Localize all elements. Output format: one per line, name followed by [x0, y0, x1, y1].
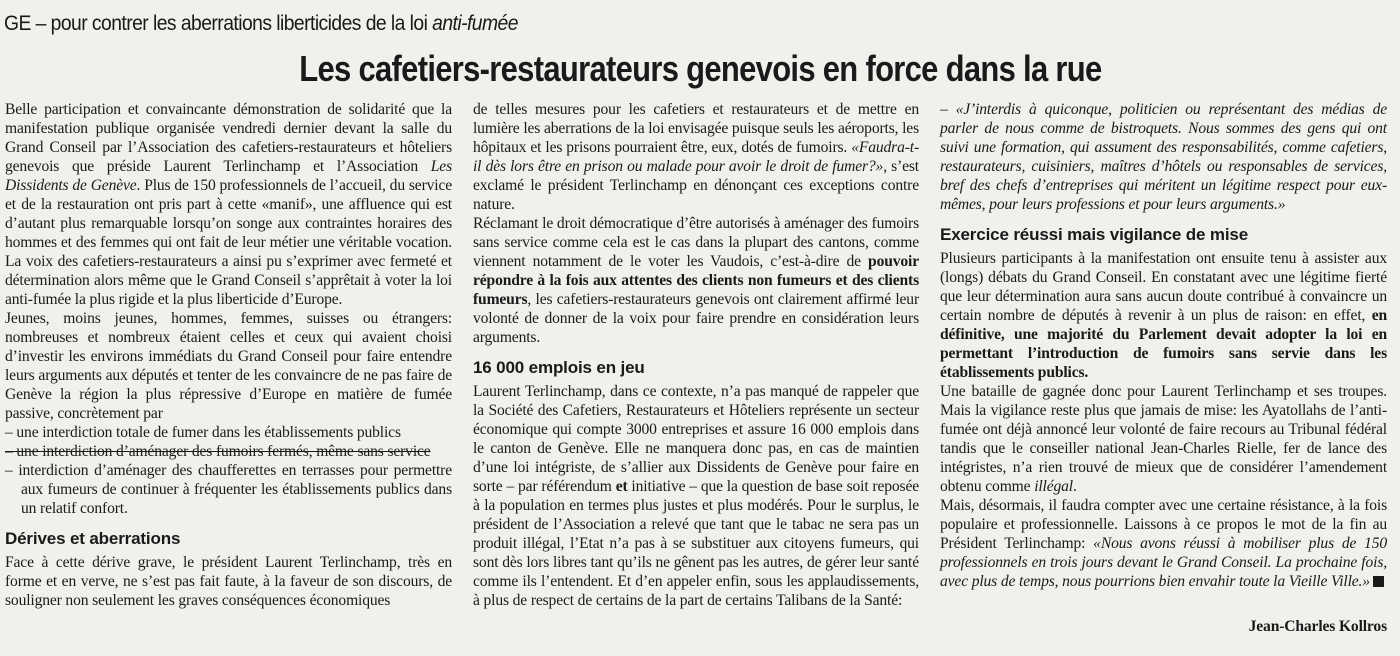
list-item: – interdiction d’aménager des chaufferettes en terrasses pour permettre aux fumeurs de continuer à fréquenter les établissements publics dans un relatif confort. — [5, 462, 452, 517]
italic-run: illégal — [1034, 478, 1073, 495]
quote-run: «Nous avons réussi à mobiliser plus de 150 professionnels en trois jours devant le Grand Conseil. La prochaine fois, avec plus de temps, nous pourrions bien envahir toute la Vieille Ville.» — [940, 535, 1388, 590]
kicker-italic: anti-fumée — [432, 12, 518, 35]
quote-paragraph: – «J’interdis à quiconque, politicien ou représentant des médias de parler de nous comme de bistroquets. Nous sommes des gens qui ont suivi une formation, qui assument des responsabilités, comme cafetiers, restaurateurs, cuisiniers, maîtres d’hôtels ou responsables de services, bref des chefs d’entreprises qui méritent un légitime respect pour eux-mêmes, pour leurs professions et pour leurs arguments.» — [940, 101, 1387, 213]
article-kicker — [4, 12, 832, 36]
text-run: , s’est exclamé le président Terlinchamp en dénonçant ces exceptions contre nature. — [473, 158, 919, 213]
paragraph: Face à cette dérive grave, le président Laurent Terlinchamp, très en forme et en verve, ne s’est pas fait faute, à la faveur de son discours, de souligner non seulement les graves conséquences économiques — [5, 554, 452, 609]
text-run: Belle participation et convaincante démonstration de solidarité que la manifestation publique organisée vendredi dernier devant la salle du Grand Conseil par l’Association des cafetiers-restaurateurs et hôteliers genevois que préside Laurent Terlinchamp et l’Association — [5, 101, 452, 175]
paragraph — [473, 214, 919, 347]
author-byline: Jean-Charles Kollros — [1248, 618, 1387, 635]
text-run: de telles mesures pour les cafetiers et restaurateurs et de mettre en lumière les aberrations de la loi envisagée puisque seuls les aéroports, les hôpitaux et les prisons pourraient être, eux, dotés de fumoirs. — [473, 101, 919, 156]
paragraph — [940, 382, 1387, 496]
paragraph — [940, 249, 1387, 382]
text-run: initiative – que la question de base soit reposée à la population en termes plus justes et plus modérés. Pour le surplus, le président de l’Association a relevé que tant que le tabac ne sera pas un produit illégal, l’Etat n’a pas à se substituer aux citoyens fumeurs, qui sont dès lors libres tant qu’ils ne gênent pas les autres, de gérer leur santé comme ils l’entendent. Et d’en appeler enfin, sous les applaudissements, à plus de respect de certains de la part de certains Talibans de la Santé: — [473, 478, 919, 609]
paragraph — [473, 100, 919, 214]
bold-run: pouvoir répondre à la fois aux attentes des clients non fumeurs et des clients fumeurs — [473, 253, 919, 308]
subheading: Dérives et aberrations — [5, 529, 181, 548]
subheading: Exercice réussi mais vigilance de mise — [940, 225, 1249, 244]
article-headline — [0, 46, 1400, 96]
headline-text: Les cafetiers-restaurateurs genevois en force dans la rue — [298, 48, 1102, 89]
quote-run: «Faudra-t-il dès lors être en prison ou malade pour avoir le droit de fumer?» — [473, 139, 919, 175]
text-run: . Plus de 150 professionnels de l’accueil, du service et de la restauration ont pris part à cette «manif», une affluence qui est d’autant plus remarquable lorsqu’on songe aux contraintes horaires des hommes et des femmes qui ont fait de leur métier une véritable vocation. La voix des cafetiers-restaurateurs a ainsi pu s’exprimer avec fermeté et détermination alors même que le Grand Conseil s’apprêtait à voter la loi anti-fumée la plus rigide et la plus liberticide d’Europe. — [5, 177, 452, 308]
text-run: Plusieurs participants à la manifestation ont ensuite tenu à assister aux (longs) débats du Grand Conseil. En constatant avec une légitime fierté que leur détermination aura sans aucun doute contribué à convaincre un certain nombre de députés à revenir à un plus de raison: en effet, — [940, 250, 1387, 324]
article-column-2 — [473, 100, 919, 610]
article-column-1 — [5, 100, 452, 610]
paragraph — [473, 382, 919, 610]
subheading: 16 000 emplois en jeu — [473, 358, 645, 377]
end-mark-icon — [1373, 576, 1384, 587]
text-run: Une bataille de gagnée donc pour Laurent Terlinchamp et ses troupes. Mais la vigilance reste plus que jamais de mise: les Ayatollahs de l’anti-fumée ont déjà annoncé leur volonté de faire recours au Tribunal fédéral tandis que le conseiller national Jean-Charles Rielle, fer de lance des intégristes, n’a rien trouvé de mieux que de considérer l’amendement obtenu comme — [940, 383, 1387, 495]
paragraph: Jeunes, moins jeunes, hommes, femmes, suisses ou étrangers: nombreuses et nombreux étaient celles et ceux qui avaient choisi d’investir les environs immédiats du Grand Conseil pour faire entendre leurs arguments aux députés et tenter de les convaincre de ne pas faire de Genève la région la plus répressive d’Europe en matière de fumée passive, concrètement par — [5, 310, 452, 422]
text-run: Mais, désormais, il faudra compter avec une certaine résistance, à la fois populaire et professionnelle. Laissons à ce propos le mot de la fin au Président Terlinchamp: — [940, 497, 1387, 552]
bold-run: en définitive, une majorité du Parlement devait adopter la loi en permettant l’introduction de fumoirs sans servie dans les établissements publics. — [940, 307, 1387, 381]
bold-run: et — [615, 478, 628, 495]
paragraph — [5, 100, 452, 309]
text-run: Réclamant le droit démocratique d’être autorisés à aménager des fumoirs sans service comme cela est le cas dans la plupart des cantons, comme viennent notamment de le voter les Vaudois, c’est-à-dire de — [473, 215, 919, 270]
italic-run: Les Dissidents de Genève — [5, 158, 452, 194]
text-run: Laurent Terlinchamp, dans ce contexte, n’a pas manqué de rappeler que la Société des Cafetiers, Restaurateurs et Hôteliers représente un secteur économique qui compte 3000 entreprises et assure 16 000 emplois dans le canton de Genève. Elle ne manquera donc pas, en cas de maintien d’une loi intégriste, de s’allier aux Dissidents de Genève pour faire en sorte – par référendum — [473, 383, 919, 495]
kicker-text: GE – pour contrer les aberrations liberticides de la loi — [4, 12, 433, 35]
list-item: – une interdiction d’aménager des fumoirs fermés, même sans service — [5, 443, 431, 460]
text-run: . — [1072, 478, 1077, 495]
article-column-3 — [940, 100, 1387, 636]
list-item: – une interdiction totale de fumer dans les établissements publics — [5, 424, 401, 441]
text-run: , les cafetiers-restaurateurs genevois ont clairement affirmé leur volonté de donner de la voix pour faire prendre en considération leurs arguments. — [473, 291, 919, 346]
paragraph — [940, 496, 1387, 591]
